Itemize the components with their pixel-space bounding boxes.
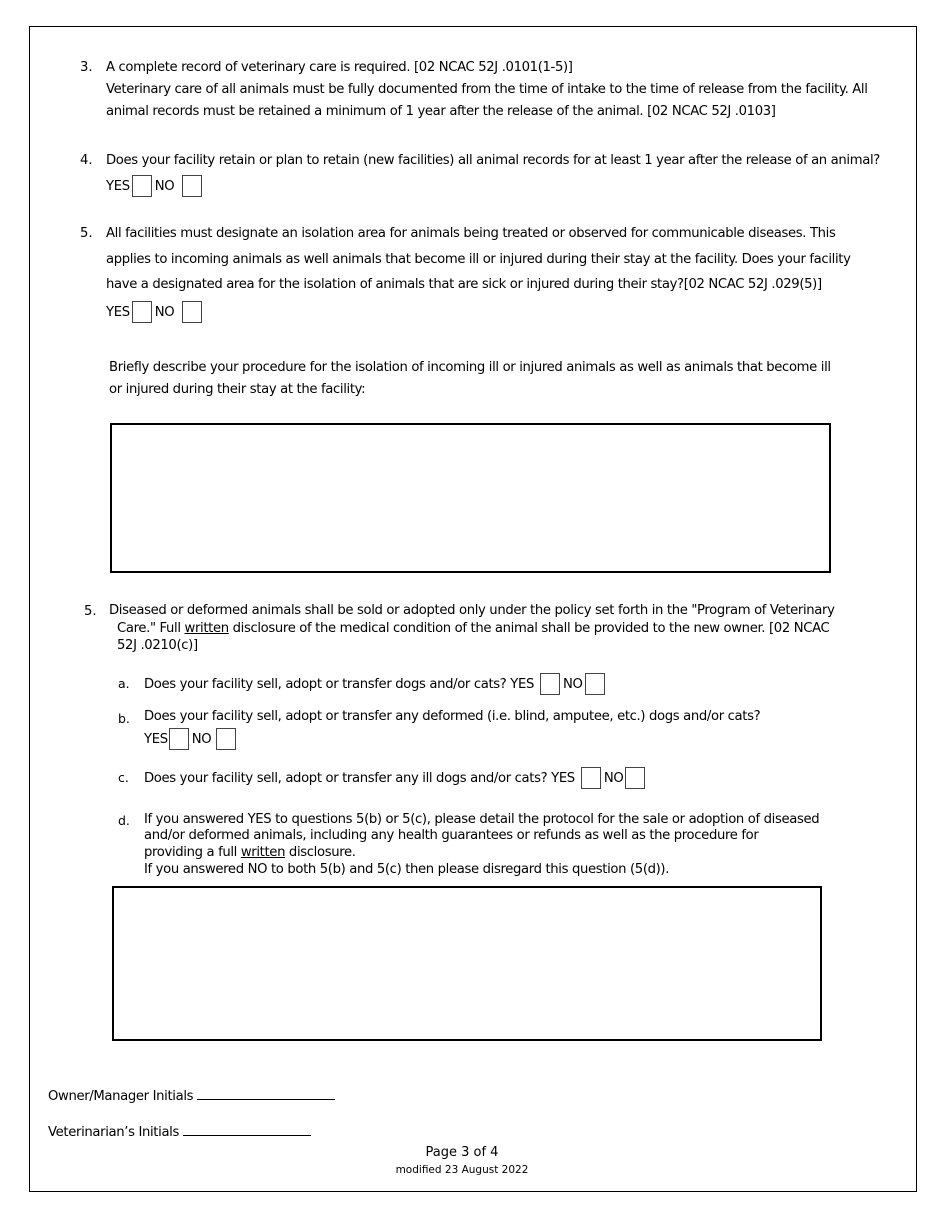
question-b-text: Does your facility sell, adopt or transfer any deformed (i.e. blind, amputee, etc.) dogs and/or cats? bbox=[144, 709, 761, 724]
modified-date: modified 23 August 2022 bbox=[395, 1164, 529, 1176]
vet-initials-row bbox=[48, 1123, 311, 1143]
item-5-describe-line2: or injured during their stay at the facility: bbox=[109, 382, 366, 397]
item-3-body-line1: Veterinary care of all animals must be fully documented from the time of intake to the time of release from the facility. All bbox=[106, 82, 868, 97]
question-b-yes-label: YES bbox=[144, 732, 168, 747]
item-4-yes-label: YES bbox=[106, 179, 130, 194]
question-a-row bbox=[144, 673, 608, 695]
item-5-number: 5. bbox=[80, 226, 93, 241]
question-c-no-checkbox[interactable] bbox=[625, 767, 645, 789]
item-5-describe-line1: Briefly describe your procedure for the isolation of incoming ill or injured animals as well as animals that become ill bbox=[109, 360, 831, 375]
question-d-line3-post: disclosure. bbox=[285, 845, 356, 860]
owner-initials-field[interactable] bbox=[197, 1087, 335, 1100]
item-4-no-label: NO bbox=[154, 179, 175, 194]
item-3-body-line2: animal records must be retained a minimum of 1 year after the release of the animal. [02 NCAC 52J .0103] bbox=[106, 104, 776, 119]
item-5b-number: 5. bbox=[84, 604, 97, 619]
question-b-yes-checkbox[interactable] bbox=[169, 728, 189, 750]
item-4-number: 4. bbox=[80, 153, 93, 168]
question-c-text: Does your facility sell, adopt or transfer any ill dogs and/or cats? YES bbox=[144, 771, 575, 786]
item-4-no-checkbox[interactable] bbox=[182, 175, 202, 197]
question-d-label: d. bbox=[118, 813, 130, 828]
item-5-line2: applies to incoming animals as well animals that become ill or injured during their stay at the facility. Does your facility bbox=[106, 252, 851, 267]
item-5b-line2 bbox=[117, 621, 829, 637]
question-c-row bbox=[144, 767, 648, 789]
item-4-yes-checkbox[interactable] bbox=[132, 175, 152, 197]
item-5b-line2-pre: Care." Full bbox=[117, 621, 185, 636]
question-a-text: Does your facility sell, adopt or transfer dogs and/or cats? YES bbox=[144, 677, 535, 692]
item-3-number: 3. bbox=[80, 60, 93, 75]
item-5-no-checkbox[interactable] bbox=[182, 301, 202, 323]
question-d-line1: If you answered YES to questions 5(b) or 5(c), please detail the protocol for the sale or adoption of diseased bbox=[144, 812, 820, 827]
item-5b-line2-post: disclosure of the medical condition of the animal shall be provided to the new owner. [02 NCAC bbox=[228, 621, 830, 636]
item-4-answer-row bbox=[106, 175, 205, 197]
question-d-line2: and/or deformed animals, including any health guarantees or refunds as well as the procedure for bbox=[144, 828, 759, 843]
item-5-no-label: NO bbox=[154, 305, 175, 320]
sale-protocol-textbox[interactable] bbox=[112, 886, 822, 1041]
vet-initials-field[interactable] bbox=[183, 1123, 311, 1136]
question-a-label: a. bbox=[118, 676, 130, 691]
question-b-no-checkbox[interactable] bbox=[216, 728, 236, 750]
question-d-line4: If you answered NO to both 5(b) and 5(c) then please disregard this question (5(d)). bbox=[144, 862, 670, 877]
item-5-yes-checkbox[interactable] bbox=[132, 301, 152, 323]
question-d-written: written bbox=[240, 845, 286, 860]
item-5b-line1: Diseased or deformed animals shall be sold or adopted only under the policy set forth in the "Program of Veterinary bbox=[109, 603, 835, 618]
owner-initials-label: Owner/Manager Initials bbox=[48, 1089, 194, 1104]
item-3-title: A complete record of veterinary care is required. [02 NCAC 52J .0101(1-5)] bbox=[106, 60, 573, 75]
item-4-question: Does your facility retain or plan to retain (new facilities) all animal records for at least 1 year after the release of an animal? bbox=[106, 153, 880, 168]
isolation-procedure-textbox[interactable] bbox=[110, 423, 831, 573]
item-5-answer-row bbox=[106, 301, 205, 323]
question-d-line3-pre: providing a full bbox=[144, 845, 241, 860]
question-c-yes-checkbox[interactable] bbox=[581, 767, 601, 789]
question-c-label: c. bbox=[118, 770, 129, 785]
page-number: Page 3 of 4 bbox=[425, 1145, 499, 1160]
question-d-line3 bbox=[144, 845, 356, 861]
item-5b-line3: 52J .0210(c)] bbox=[117, 638, 198, 653]
item-5b-written: written bbox=[184, 621, 229, 636]
item-5-line1: All facilities must designate an isolation area for animals being treated or observed for communicable diseases. This bbox=[106, 226, 836, 241]
question-b-label: b. bbox=[118, 711, 130, 726]
question-b-answer-row bbox=[144, 728, 239, 750]
vet-initials-label: Veterinarian’s Initials bbox=[48, 1125, 180, 1140]
question-c-no-label: NO bbox=[603, 771, 624, 786]
question-b-no-label: NO bbox=[191, 732, 212, 747]
owner-initials-row bbox=[48, 1087, 335, 1107]
question-a-yes-checkbox[interactable] bbox=[540, 673, 560, 695]
item-5-line3: have a designated area for the isolation of animals that are sick or injured during their stay?[02 NCAC 52J .029(5)] bbox=[106, 277, 822, 292]
question-a-no-label: NO bbox=[563, 677, 583, 692]
item-5-yes-label: YES bbox=[106, 305, 130, 320]
question-a-no-checkbox[interactable] bbox=[585, 673, 605, 695]
